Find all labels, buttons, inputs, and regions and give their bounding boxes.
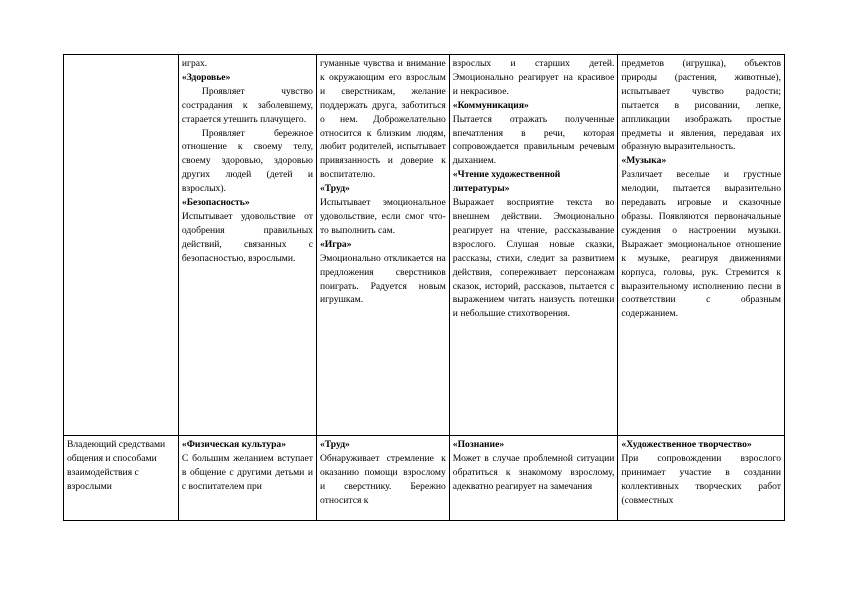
row1-col2-cell xyxy=(178,55,316,436)
section-heading-labor: «Труд» xyxy=(319,183,350,195)
row1-col5-cell xyxy=(618,55,785,436)
section-heading-play: «Игра» xyxy=(319,238,352,250)
health-paragraph-1: Проявляет чувство сострадания к заболевшему, старается утешить плачущего. xyxy=(181,85,313,125)
table-row xyxy=(64,436,785,521)
art-paragraph: При сопровождении взрослого принимает участие в создании коллективных творческих работ (совместных xyxy=(621,452,781,506)
row2-col3-cell xyxy=(316,436,449,521)
labor-2-paragraph: Обнаруживает стремление к оказанию помощи взрослому и сверстнику. Бережно относится к xyxy=(319,452,446,506)
music-paragraph: Различает веселые и грустные мелодии, пытается выразительно передавать игровые и сказочные образы. Появляются первоначальные суждения о настроении музыки. Выражает эмоциональное отношение к музыке, реагируя движениями корпуса, головы, рук. Стремится к выразительному исполнению песни в соответствии с образным содержанием. xyxy=(621,169,781,320)
row1-col3-cell xyxy=(316,55,449,436)
physical-paragraph: С большим желанием вступает в общение с другими детьми и с воспитателем при xyxy=(181,452,313,492)
row1-col5-lead: предметов (игрушка), объектов природы (растения, животные), испытывает чувство радости; пытается в рисовании, лепке, аппликации изображать простые предметы и явления, передавая их образную выразительность. xyxy=(621,58,781,153)
row2-col2-cell xyxy=(178,436,316,521)
section-heading-art: «Художественное творчество» xyxy=(621,439,752,450)
row-label: Владеющий средствами общения и способами взаимодействия с взрослыми xyxy=(67,439,166,492)
play-paragraph: Эмоционально откликается на предложения сверстников поиграть. Радуется новым игрушкам. xyxy=(319,252,446,306)
section-heading-physical: «Физическая культура» xyxy=(181,439,287,450)
row1-col4-cell xyxy=(449,55,618,436)
table-row xyxy=(64,55,785,436)
row1-col4-lead: взрослых и старших детей. Эмоционально реагирует на красивое и некрасивое. xyxy=(452,58,615,97)
communication-paragraph: Пытается отражать полученные впечатления в речи, которая сопровождается правильным речевым дыханием. xyxy=(452,113,615,167)
safety-paragraph: Испытывает удовольствие от одобрения правильных действий, связанных с безопасностью, взрослыми. xyxy=(181,210,313,264)
section-heading-safety: «Безопасность» xyxy=(181,197,250,209)
row2-col4-cell xyxy=(449,436,618,521)
row2-col5-cell xyxy=(618,436,785,521)
section-heading-labor-2: «Труд» xyxy=(319,439,350,450)
cognition-paragraph: Может в случае проблемной ситуации обратиться к знакомому взрослому, адекватно реагирует на замечания xyxy=(452,452,615,492)
section-heading-communication: «Коммуникация» xyxy=(452,99,529,111)
row1-col2-lead: играх. xyxy=(181,58,208,69)
section-heading-music: «Музыка» xyxy=(621,155,667,167)
section-heading-cognition: «Познание» xyxy=(452,439,505,450)
labor-paragraph: Испытывает эмоциональное удовольствие, если смог что-то выполнить сам. xyxy=(319,197,446,236)
competency-table xyxy=(63,54,785,521)
health-paragraph-2: Проявляет бережное отношение к своему телу, своему здоровью, здоровью других людей (детей и взрослых). xyxy=(181,127,313,195)
section-heading-reading: «Чтение художественной литературы» xyxy=(452,169,561,195)
row2-col1-cell xyxy=(64,436,179,521)
reading-paragraph: Выражает восприятие текста во внешнем действии. Эмоционально реагирует на чтение, рассказывание взрослого. Слушая новые сказки, рассказы, стихи, следит за развитием действия, сопереживает персонажам сказок, историй, рассказов, пытается с выражением читать наизусть потешки и небольшие стихотворения. xyxy=(452,197,615,320)
row1-col3-lead: гуманные чувства и внимание к окружающим его взрослым и сверстникам, желание поддержать друга, заботиться о нем. Доброжелательно относится к близким людям, любит родителей, испытывает привязанность и доверие к воспитателю. xyxy=(319,58,446,181)
row1-col1-cell xyxy=(64,55,179,436)
section-heading-health: «Здоровье» xyxy=(181,71,231,83)
